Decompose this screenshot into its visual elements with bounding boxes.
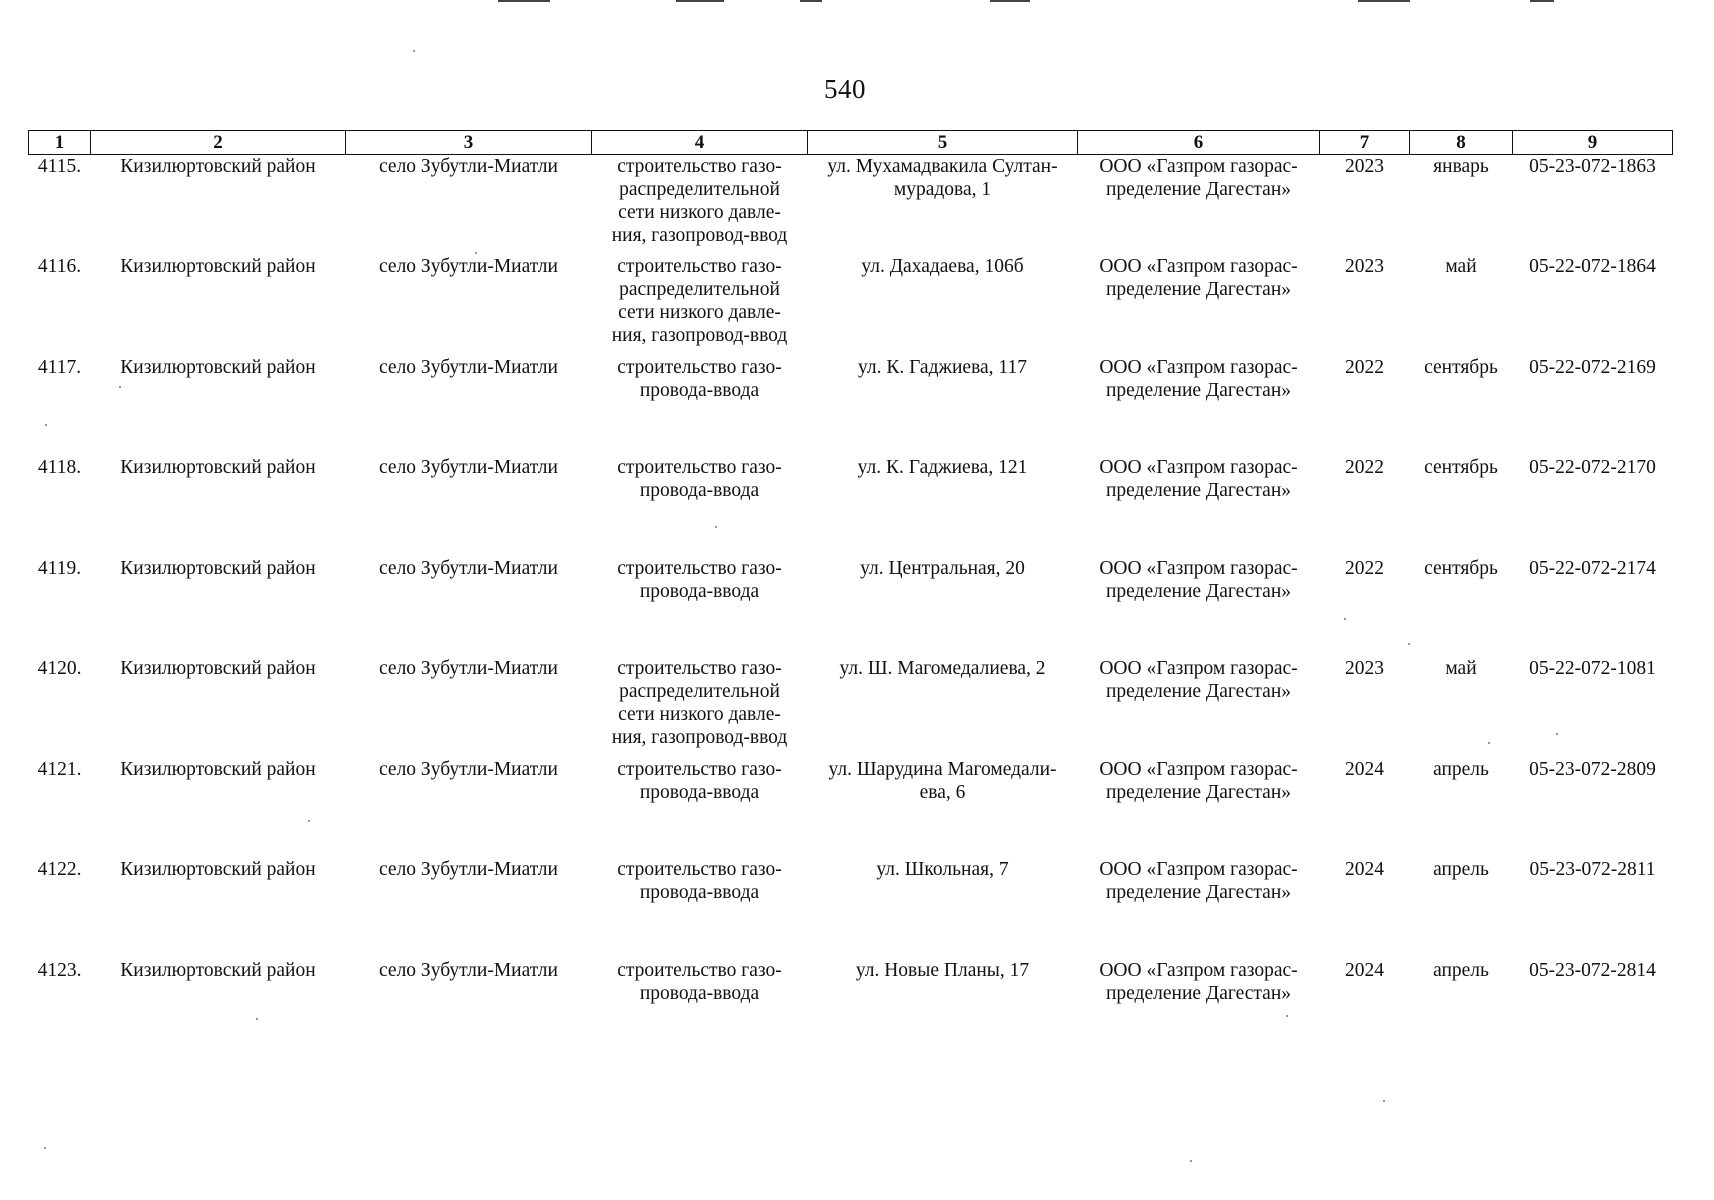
organization-cell: ООО «Газпром газорас- пределение Дагестан»	[1099, 658, 1298, 702]
row-number: 4123.	[37, 959, 82, 981]
organization-cell: ООО «Газпром газорас- пределение Дагестан»	[1099, 156, 1298, 200]
settlement-cell: село Зубутли-Миатли	[379, 557, 558, 579]
month-cell: апрель	[1433, 859, 1489, 880]
year-cell: 2022	[1345, 557, 1384, 579]
settlement-cell: село Зубутли-Миатли	[379, 156, 558, 177]
address-cell: ул. Новые Планы, 17	[855, 959, 1030, 981]
registration-code-cell: 05-23-072-2809	[1529, 758, 1656, 780]
settlement-cell: село Зубутли-Миатли	[379, 658, 558, 679]
address-cell: ул. Центральная, 20	[860, 557, 1025, 579]
address-cell: ул. Шарудина Магомедали- ева, 6	[828, 758, 1057, 803]
district-cell: Кизилюртовский район	[120, 557, 316, 579]
work-type-cell: строительство газо- провода-ввода	[617, 356, 782, 401]
district-cell: Кизилюртовский район	[120, 859, 316, 880]
month-cell: сентябрь	[1424, 457, 1498, 478]
table-row	[29, 858, 1673, 959]
address-cell: ул. К. Гаджиева, 121	[857, 457, 1028, 478]
work-type-cell: строительство газо- распределительной сети низкого давле- ния, газопровод-ввод	[611, 658, 788, 748]
month-cell: май	[1445, 658, 1477, 679]
district-cell: Кизилюртовский район	[120, 356, 316, 378]
address-cell: ул. К. Гаджиева, 117	[858, 356, 1027, 378]
table-row	[29, 959, 1673, 1060]
registration-code-cell: 05-23-072-2814	[1529, 959, 1656, 981]
row-number: 4118.	[37, 457, 82, 478]
organization-cell: ООО «Газпром газорас- пределение Дагестан»	[1099, 758, 1298, 803]
district-cell: Кизилюртовский район	[120, 156, 316, 177]
work-type-cell: строительство газо- провода-ввода	[617, 758, 782, 803]
district-cell: Кизилюртовский район	[120, 457, 316, 478]
row-number: 4121.	[37, 758, 82, 780]
organization-cell: ООО «Газпром газорас- пределение Дагестан»	[1099, 457, 1298, 501]
registration-code-cell: 05-23-072-2811	[1529, 859, 1656, 880]
table-row	[29, 557, 1673, 658]
row-number: 4116.	[37, 256, 82, 277]
month-cell: апрель	[1433, 959, 1489, 981]
table-row	[29, 456, 1673, 557]
column-header-1: 1	[29, 131, 91, 155]
month-cell: сентябрь	[1424, 356, 1498, 378]
row-number: 4115.	[37, 156, 82, 177]
column-header-6: 6	[1078, 131, 1320, 155]
table-row	[29, 758, 1673, 859]
year-cell: 2022	[1345, 356, 1384, 378]
address-cell: ул. Мухамадвакила Султан- мурадова, 1	[827, 156, 1058, 200]
address-cell: ул. Дахадаева, 106б	[861, 256, 1024, 277]
organization-cell: ООО «Газпром газорас- пределение Дагестан»	[1099, 959, 1298, 1004]
column-header-7: 7	[1320, 131, 1410, 155]
organization-cell: ООО «Газпром газорас- пределение Дагестан»	[1099, 256, 1298, 300]
work-type-cell: строительство газо- провода-ввода	[617, 557, 782, 602]
registration-code-cell: 05-22-072-1864	[1529, 256, 1656, 277]
year-cell: 2023	[1345, 156, 1384, 177]
registration-code-cell: 05-22-072-2170	[1529, 457, 1656, 478]
table-row	[29, 356, 1673, 457]
table-row	[29, 255, 1673, 356]
organization-cell: ООО «Газпром газорас- пределение Дагестан»	[1099, 557, 1298, 602]
year-cell: 2024	[1345, 959, 1384, 981]
year-cell: 2024	[1345, 859, 1384, 880]
work-type-cell: строительство газо- провода-ввода	[617, 959, 782, 1004]
row-number: 4119.	[37, 557, 82, 579]
row-number: 4122.	[37, 859, 82, 880]
district-cell: Кизилюртовский район	[120, 658, 316, 679]
work-type-cell: строительство газо- распределительной сети низкого давле- ния, газопровод-ввод	[611, 256, 788, 346]
settlement-cell: село Зубутли-Миатли	[379, 457, 558, 478]
organization-cell: ООО «Газпром газорас- пределение Дагестан»	[1099, 859, 1298, 903]
scan-top-edge-marks	[0, 0, 1714, 4]
column-header-8: 8	[1410, 131, 1513, 155]
table-row	[29, 657, 1673, 758]
work-type-cell: строительство газо- провода-ввода	[617, 859, 782, 903]
column-header-2: 2	[91, 131, 346, 155]
organization-cell: ООО «Газпром газорас- пределение Дагестан»	[1099, 356, 1298, 401]
settlement-cell: село Зубутли-Миатли	[379, 256, 558, 277]
column-header-9: 9	[1513, 131, 1673, 155]
year-cell: 2022	[1345, 457, 1384, 478]
page-number: 540	[824, 74, 866, 104]
registration-code-cell: 05-22-072-2174	[1529, 557, 1656, 579]
address-cell: ул. Школьная, 7	[876, 859, 1009, 880]
month-cell: апрель	[1433, 758, 1489, 780]
registration-code-cell: 05-22-072-2169	[1529, 356, 1656, 378]
district-cell: Кизилюртовский район	[120, 256, 316, 277]
settlement-cell: село Зубутли-Миатли	[379, 356, 558, 378]
work-type-cell: строительство газо- провода-ввода	[617, 457, 782, 501]
table-row	[29, 155, 1673, 256]
column-header-5: 5	[808, 131, 1078, 155]
year-cell: 2024	[1345, 758, 1384, 780]
column-number-header-row	[29, 131, 1673, 155]
gas-connection-register-table	[28, 130, 1673, 1059]
column-header-4: 4	[592, 131, 808, 155]
registration-code-cell: 05-23-072-1863	[1529, 156, 1656, 177]
year-cell: 2023	[1345, 256, 1384, 277]
district-cell: Кизилюртовский район	[120, 758, 316, 780]
row-number: 4117.	[37, 356, 82, 378]
registration-code-cell: 05-22-072-1081	[1529, 658, 1656, 679]
settlement-cell: село Зубутли-Миатли	[379, 758, 558, 780]
settlement-cell: село Зубутли-Миатли	[379, 959, 558, 981]
work-type-cell: строительство газо- распределительной сети низкого давле- ния, газопровод-ввод	[611, 156, 788, 246]
month-cell: май	[1445, 256, 1477, 277]
month-cell: сентябрь	[1424, 557, 1498, 579]
row-number: 4120.	[37, 658, 82, 679]
settlement-cell: село Зубутли-Миатли	[379, 859, 558, 880]
district-cell: Кизилюртовский район	[120, 959, 316, 981]
column-header-3: 3	[346, 131, 592, 155]
month-cell: январь	[1433, 156, 1489, 177]
year-cell: 2023	[1345, 658, 1384, 679]
address-cell: ул. Ш. Магомедалиева, 2	[839, 658, 1046, 679]
